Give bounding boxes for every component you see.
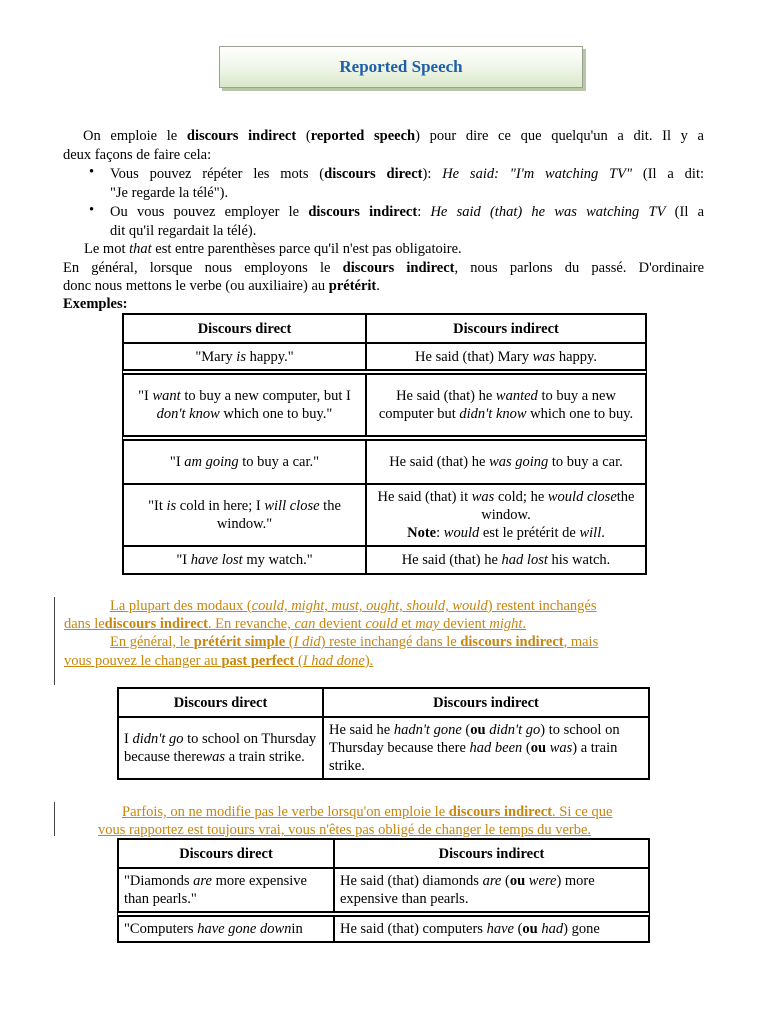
intro-line-1: On emploie le discours indirect (reported speech) pour dire ce que quelqu'un a dit. Il y a (83, 128, 704, 144)
indirect-cell: He said (that) he wanted to buy a new computer but didn't know which one to buy. (366, 374, 646, 436)
direct-cell: I didn't go to school on Thursday because therewas a train strike. (118, 717, 323, 779)
indirect-cell: He said (that) he was going to buy a car. (366, 440, 646, 484)
examples-heading: Exemples: (63, 296, 128, 312)
table-row (123, 440, 646, 484)
note1-line-3: En général, le prétérit simple (I did) reste inchangé dans le discours indirect, mais (110, 634, 599, 650)
note2-line-1: Parfois, on ne modifie pas le verbe lorsqu'on emploie le discours indirect. Si ce que (122, 804, 613, 820)
intro-line-2: deux façons de faire cela: (63, 147, 212, 163)
table-row (123, 374, 646, 436)
note1-line-1: La plupart des modaux (could, might, must, ought, should, would) restent inchangés (110, 598, 597, 614)
bullet-icon: • (89, 202, 95, 218)
indirect-cell: He said (that) it was cold; he would closethe window. Note: would est le prétérit de will. (366, 484, 646, 546)
intro-note-that: Le mot that est entre parenthèses parce qu'il n'est pas obligatoire. (84, 241, 462, 257)
direct-cell: "It is cold in here; I will close the window." (123, 484, 366, 546)
title-box (219, 46, 583, 88)
header-indirect: Discours indirect (323, 688, 649, 717)
header-indirect: Discours indirect (334, 839, 649, 868)
examples-table (122, 313, 647, 575)
indirect-cell: He said (that) computers have (ou had) gone (334, 916, 649, 942)
header-direct: Discours direct (123, 314, 366, 343)
always-true-table (117, 838, 650, 943)
header-indirect: Discours indirect (366, 314, 646, 343)
direct-cell: "I have lost my watch." (123, 546, 366, 574)
intro-line-preterit: donc nous mettons le verbe (ou auxiliaire) au prétérit. (63, 278, 380, 294)
indirect-cell: He said he hadn't gone (ou didn't go) to school on Thursday because there had been (ou was) a train strike. (323, 717, 649, 779)
bullet-2-line-1: Ou vous pouvez employer le discours indirect: He said (that) he was watching TV (Il a (110, 204, 705, 220)
indirect-cell: He said (that) diamonds are (ou were) more expensive than pearls. (334, 868, 649, 912)
table-row (118, 868, 649, 912)
preterit-table (117, 687, 650, 780)
bullet-1-line-2: "Je regarde la télé"). (110, 185, 229, 201)
table-row (118, 717, 649, 779)
table-row (123, 343, 646, 370)
intro-line-general: En général, lorsque nous employons le discours indirect, nous parlons du passé. D'ordinaire (63, 260, 705, 276)
bullet-icon: • (89, 164, 95, 180)
note1-line-4: vous pouvez le changer au past perfect (I had done). (64, 653, 374, 669)
direct-cell: "Computers have gone downin (118, 916, 334, 942)
change-bar (54, 802, 55, 836)
indirect-cell: He said (that) Mary was happy. (366, 343, 646, 370)
page-title: Reported Speech (339, 57, 463, 76)
note2-line-2: vous rapportez est toujours vrai, vous n'êtes pas obligé de changer le temps du verbe. (98, 822, 592, 838)
table-row (123, 546, 646, 574)
table-row (118, 916, 649, 942)
change-bar (54, 597, 55, 685)
note1-line-2: dans lediscours indirect. En revanche, can devient could et may devient might. (64, 616, 527, 632)
header-direct: Discours direct (118, 839, 334, 868)
direct-cell: "I want to buy a new computer, but I don't know which one to buy." (123, 374, 366, 436)
header-direct: Discours direct (118, 688, 323, 717)
bullet-2-line-2: dit qu'il regardait la télé). (110, 223, 257, 239)
direct-cell: "Mary is happy." (123, 343, 366, 370)
table-row (123, 484, 646, 546)
direct-cell: "I am going to buy a car." (123, 440, 366, 484)
indirect-cell: He said (that) he had lost his watch. (366, 546, 646, 574)
bullet-1-line-1: Vous pouvez répéter les mots (discours direct): He said: "I'm watching TV" (Il a dit: (110, 166, 705, 182)
direct-cell: "Diamonds are more expensive than pearls." (118, 868, 334, 912)
